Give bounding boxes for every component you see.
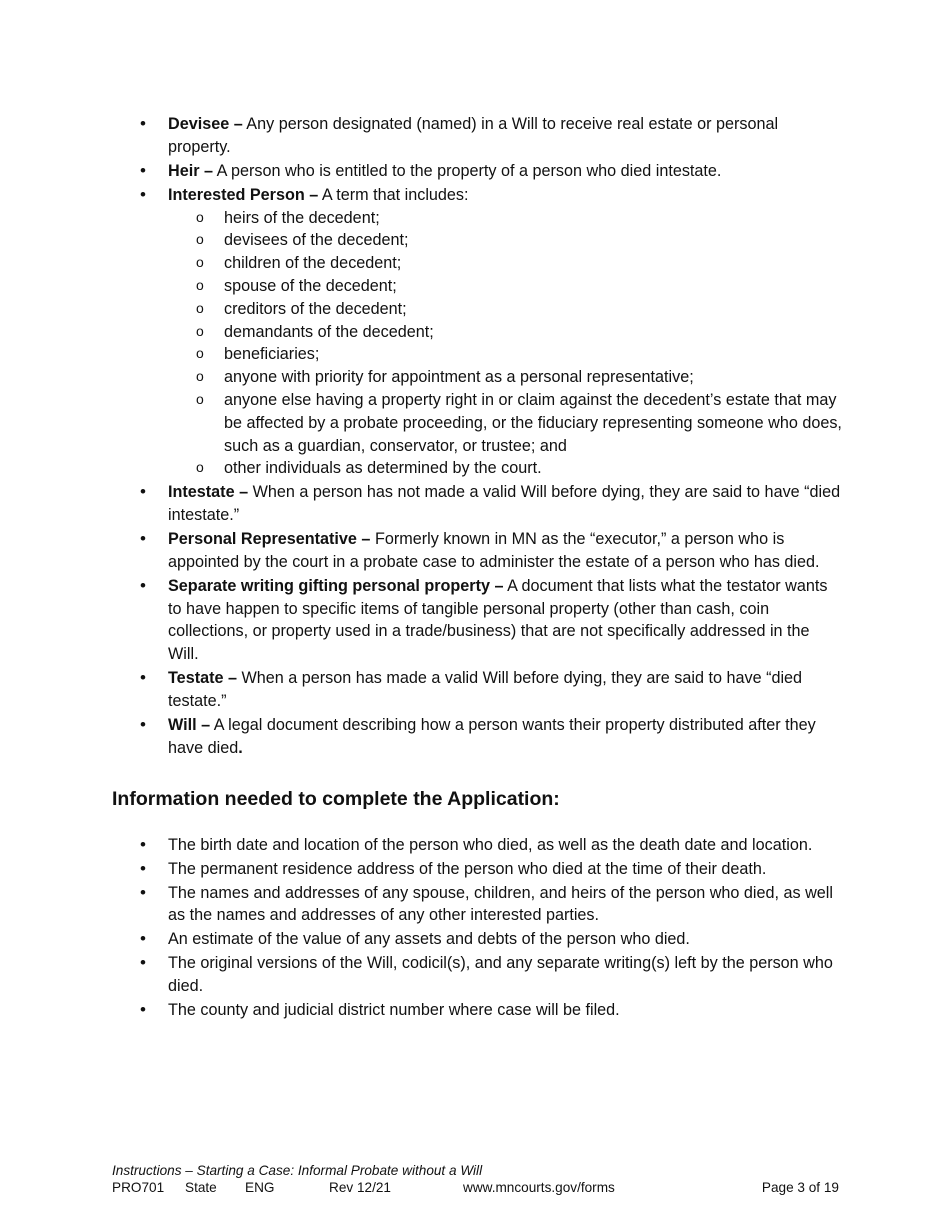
definition-term: Personal Representative – xyxy=(168,530,371,549)
info-item: • The original versions of the Will, codicil(s), and any separate writing(s) left by the person who died. xyxy=(112,952,842,998)
info-item: • The birth date and location of the person who died, as well as the death date and location. xyxy=(112,834,842,857)
footer-jurisdiction: State xyxy=(185,1180,217,1195)
sub-list-item: o devisees of the decedent; xyxy=(168,229,842,252)
sub-list-item: o beneficiaries; xyxy=(168,343,842,366)
footer-revision: Rev 12/21 xyxy=(329,1180,391,1195)
definition-text: A person who is entitled to the property of a person who died intestate. xyxy=(213,161,722,180)
definition-trailing-period: . xyxy=(238,738,243,757)
definition-term: Will – xyxy=(168,716,211,735)
definition-term: Devisee – xyxy=(168,115,243,133)
sub-list-item: o anyone else having a property right in or claim against the decedent’s estate that may be affected by a probate proceeding, or the fiduciary representing someone who does, such as a guardian, conservator, or trustee; and xyxy=(168,389,842,457)
footer-meta-row xyxy=(112,1179,839,1196)
sub-list-item: o heirs of the decedent; xyxy=(168,207,842,230)
info-item: • An estimate of the value of any assets and debts of the person who died. xyxy=(112,928,842,951)
definition-text: A term that includes: xyxy=(318,185,469,204)
sub-list-item: o creditors of the decedent; xyxy=(168,298,842,321)
definition-item xyxy=(112,575,842,666)
definition-text: A legal document describing how a person wants their property distributed after they have died xyxy=(168,716,816,757)
section-heading: Information needed to complete the Application: xyxy=(112,787,560,810)
sub-list-item: o anyone with priority for appointment as a personal representative; xyxy=(168,366,842,389)
definition-item xyxy=(112,528,842,574)
sub-list-item: o spouse of the decedent; xyxy=(168,275,842,298)
footer-page-number: Page 3 of 19 xyxy=(761,1180,839,1195)
definition-item xyxy=(112,160,842,183)
footer-form-code: PRO701 xyxy=(112,1180,165,1195)
definition-item xyxy=(112,714,842,760)
footer-language: ENG xyxy=(245,1180,275,1195)
definition-text: Formerly known in MN as the “executor,” a person who is appointed by the court in a probate case to administer the estate of a person who has died. xyxy=(168,530,820,571)
definition-term: Separate writing gifting personal property – xyxy=(168,576,504,595)
footer-document-title: Instructions – Starting a Case: Informal Probate without a Will xyxy=(112,1163,483,1178)
definition-item xyxy=(112,667,842,713)
info-item: • The names and addresses of any spouse, children, and heirs of the person who died, as well as the names and addresses of any other interested parties. xyxy=(112,882,842,928)
definition-text: A document that lists what the testator wants to have happen to specific items of tangible personal property (other than cash, coin collections, or property used in a trade/business) that are not specifically addressed in the Will. xyxy=(168,576,828,664)
definition-term: Heir – xyxy=(168,161,213,180)
definition-term: Intestate – xyxy=(168,483,249,502)
definition-item xyxy=(112,113,842,159)
sub-list-item: o demandants of the decedent; xyxy=(168,321,842,344)
footer-url: www.mncourts.gov/forms xyxy=(463,1180,615,1195)
definition-text: When a person has made a valid Will before dying, they are said to have “died testate.” xyxy=(168,669,803,711)
definition-text: When a person has not made a valid Will before dying, they are said to have “died intestate.” xyxy=(168,483,841,525)
interested-person-sublist xyxy=(168,207,842,481)
definition-term: Interested Person – xyxy=(168,185,319,204)
info-list xyxy=(112,834,842,1022)
info-item: • The county and judicial district number where case will be filed. xyxy=(112,999,842,1022)
definition-item xyxy=(112,481,842,527)
definition-term: Testate – xyxy=(168,669,237,688)
page-content xyxy=(112,113,842,1023)
sub-list-item: o children of the decedent; xyxy=(168,252,842,275)
info-item: • The permanent residence address of the person who died at the time of their death. xyxy=(112,858,842,881)
page-footer xyxy=(112,1162,839,1196)
sub-list-item: o other individuals as determined by the court. xyxy=(168,457,842,480)
definition-text: Any person designated (named) in a Will to receive real estate or personal property. xyxy=(168,115,779,156)
definitions-list xyxy=(112,113,842,760)
definition-item xyxy=(112,184,842,480)
